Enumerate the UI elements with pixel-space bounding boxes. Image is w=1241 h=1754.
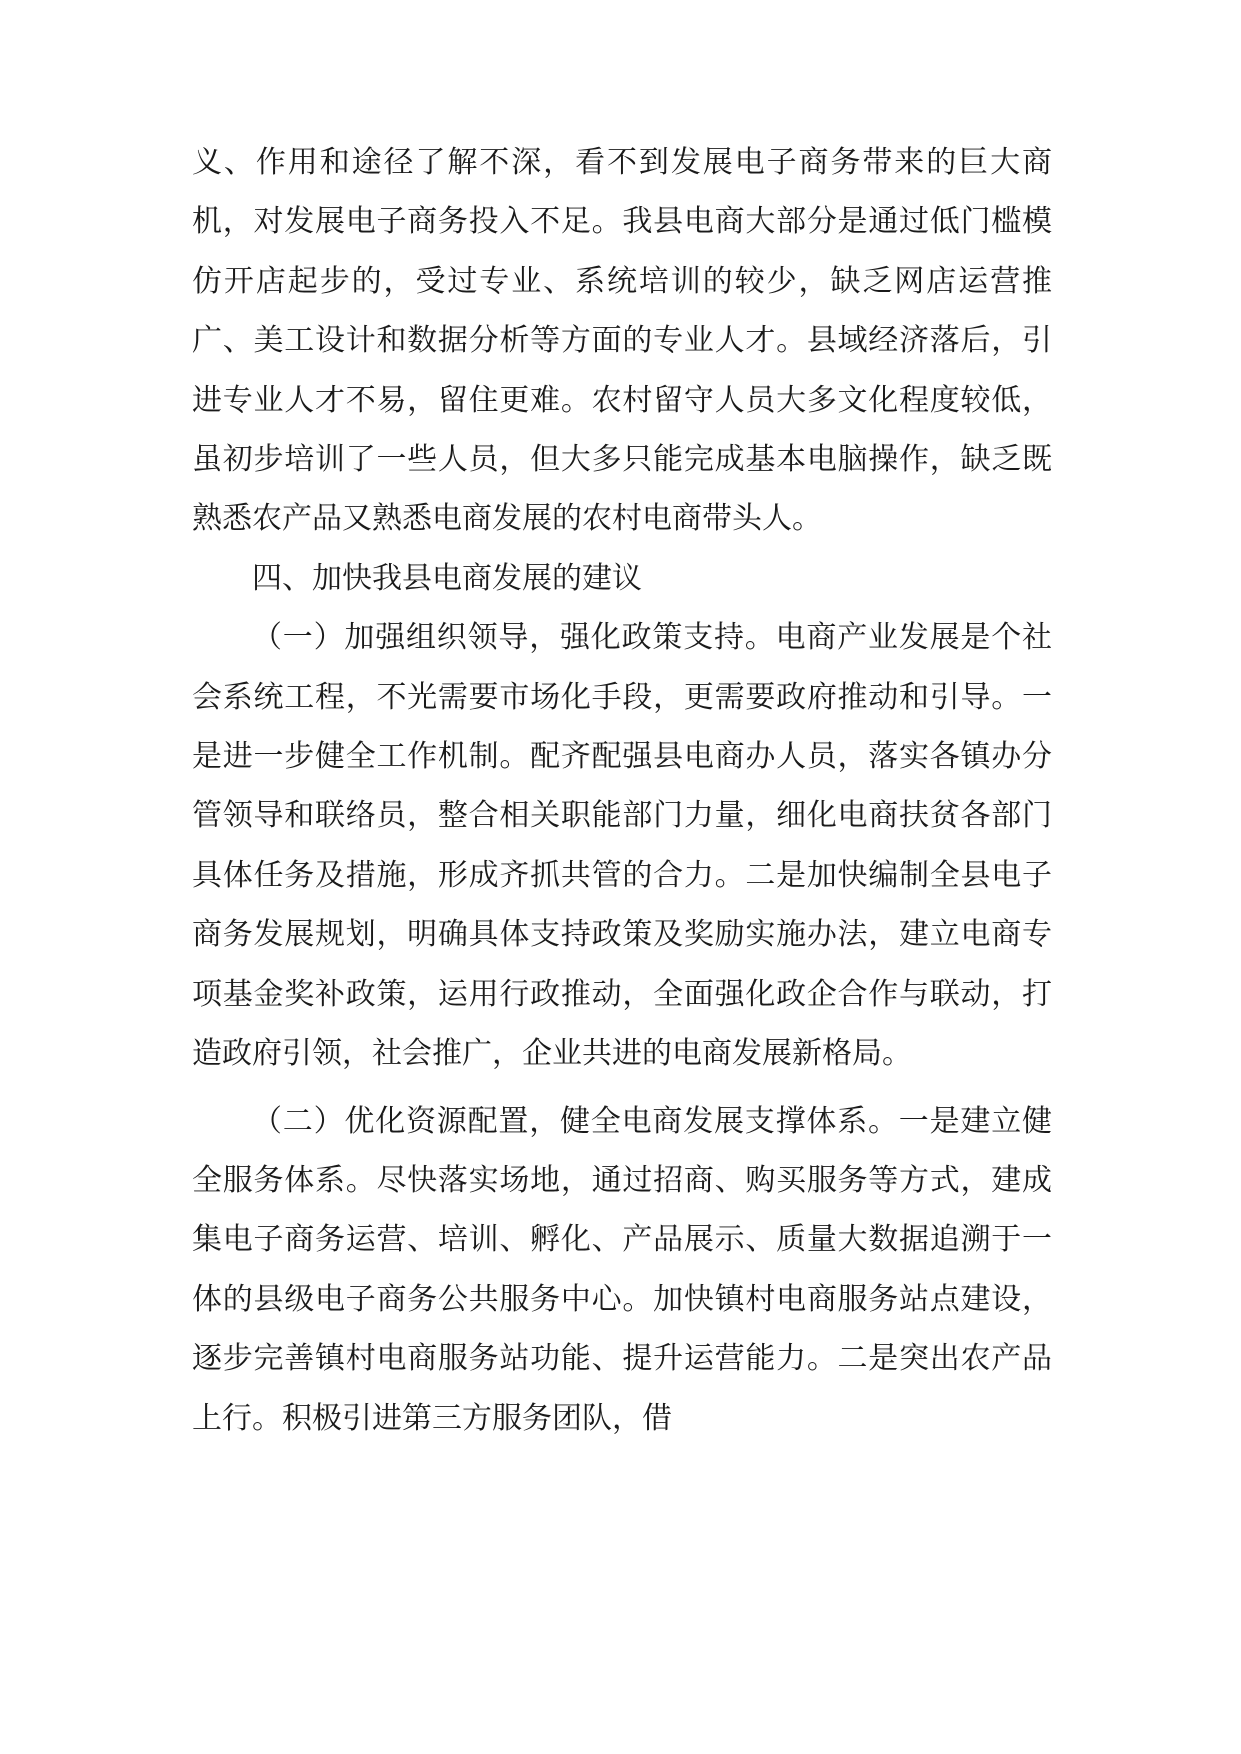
section-heading: 四、加快我县电商发展的建议 [252, 560, 642, 596]
body-paragraph-organization: （一）加强组织领导，强化政策支持。电商产业发展是个社会系统工程，不光需要市场化手段，更需要政府推动和引导。一是进一步健全工作机制。配齐配强县电商办人员，落实各镇办分管领导和联络员，整合相关职能部门力量，细化电商扶贫各部门具体任务及措施，形成齐抓共管的合力。二是加快编制全县电子商务发展规划，明确具体支持政策及奖励实施办法，建立电商专项基金奖补政策，运用行政推动，全面强化政企合作与联动，打造政府引领，社会推广，企业共进的电商发展新格局。 [192, 620, 1052, 1072]
document-page [192, 133, 1052, 1448]
body-paragraph-continuation: 义、作用和途径了解不深，看不到发展电子商务带来的巨大商机，对发展电子商务投入不足。我县电商大部分是通过低门槛模仿开店起步的，受过专业、系统培训的较少，缺乏网店运营推广、美工设计和数据分析等方面的专业人才。县域经济落后，引进专业人才不易，留住更难。农村留守人员大多文化程度较低，虽初步培训了一些人员，但大多只能完成基本电脑操作，缺乏既熟悉农产品又熟悉电商发展的农村电商带头人。 [192, 145, 1052, 537]
body-paragraph-resources: （二）优化资源配置，健全电商发展支撑体系。一是建立健全服务体系。尽快落实场地，通过招商、购买服务等方式，建成集电子商务运营、培训、孵化、产品展示、质量大数据追溯于一体的县级电子商务公共服务中心。加快镇村电商服务站点建设，逐步完善镇村电商服务站功能、提升运营能力。二是突出农产品上行。积极引进第三方服务团队，借 [192, 1103, 1052, 1436]
